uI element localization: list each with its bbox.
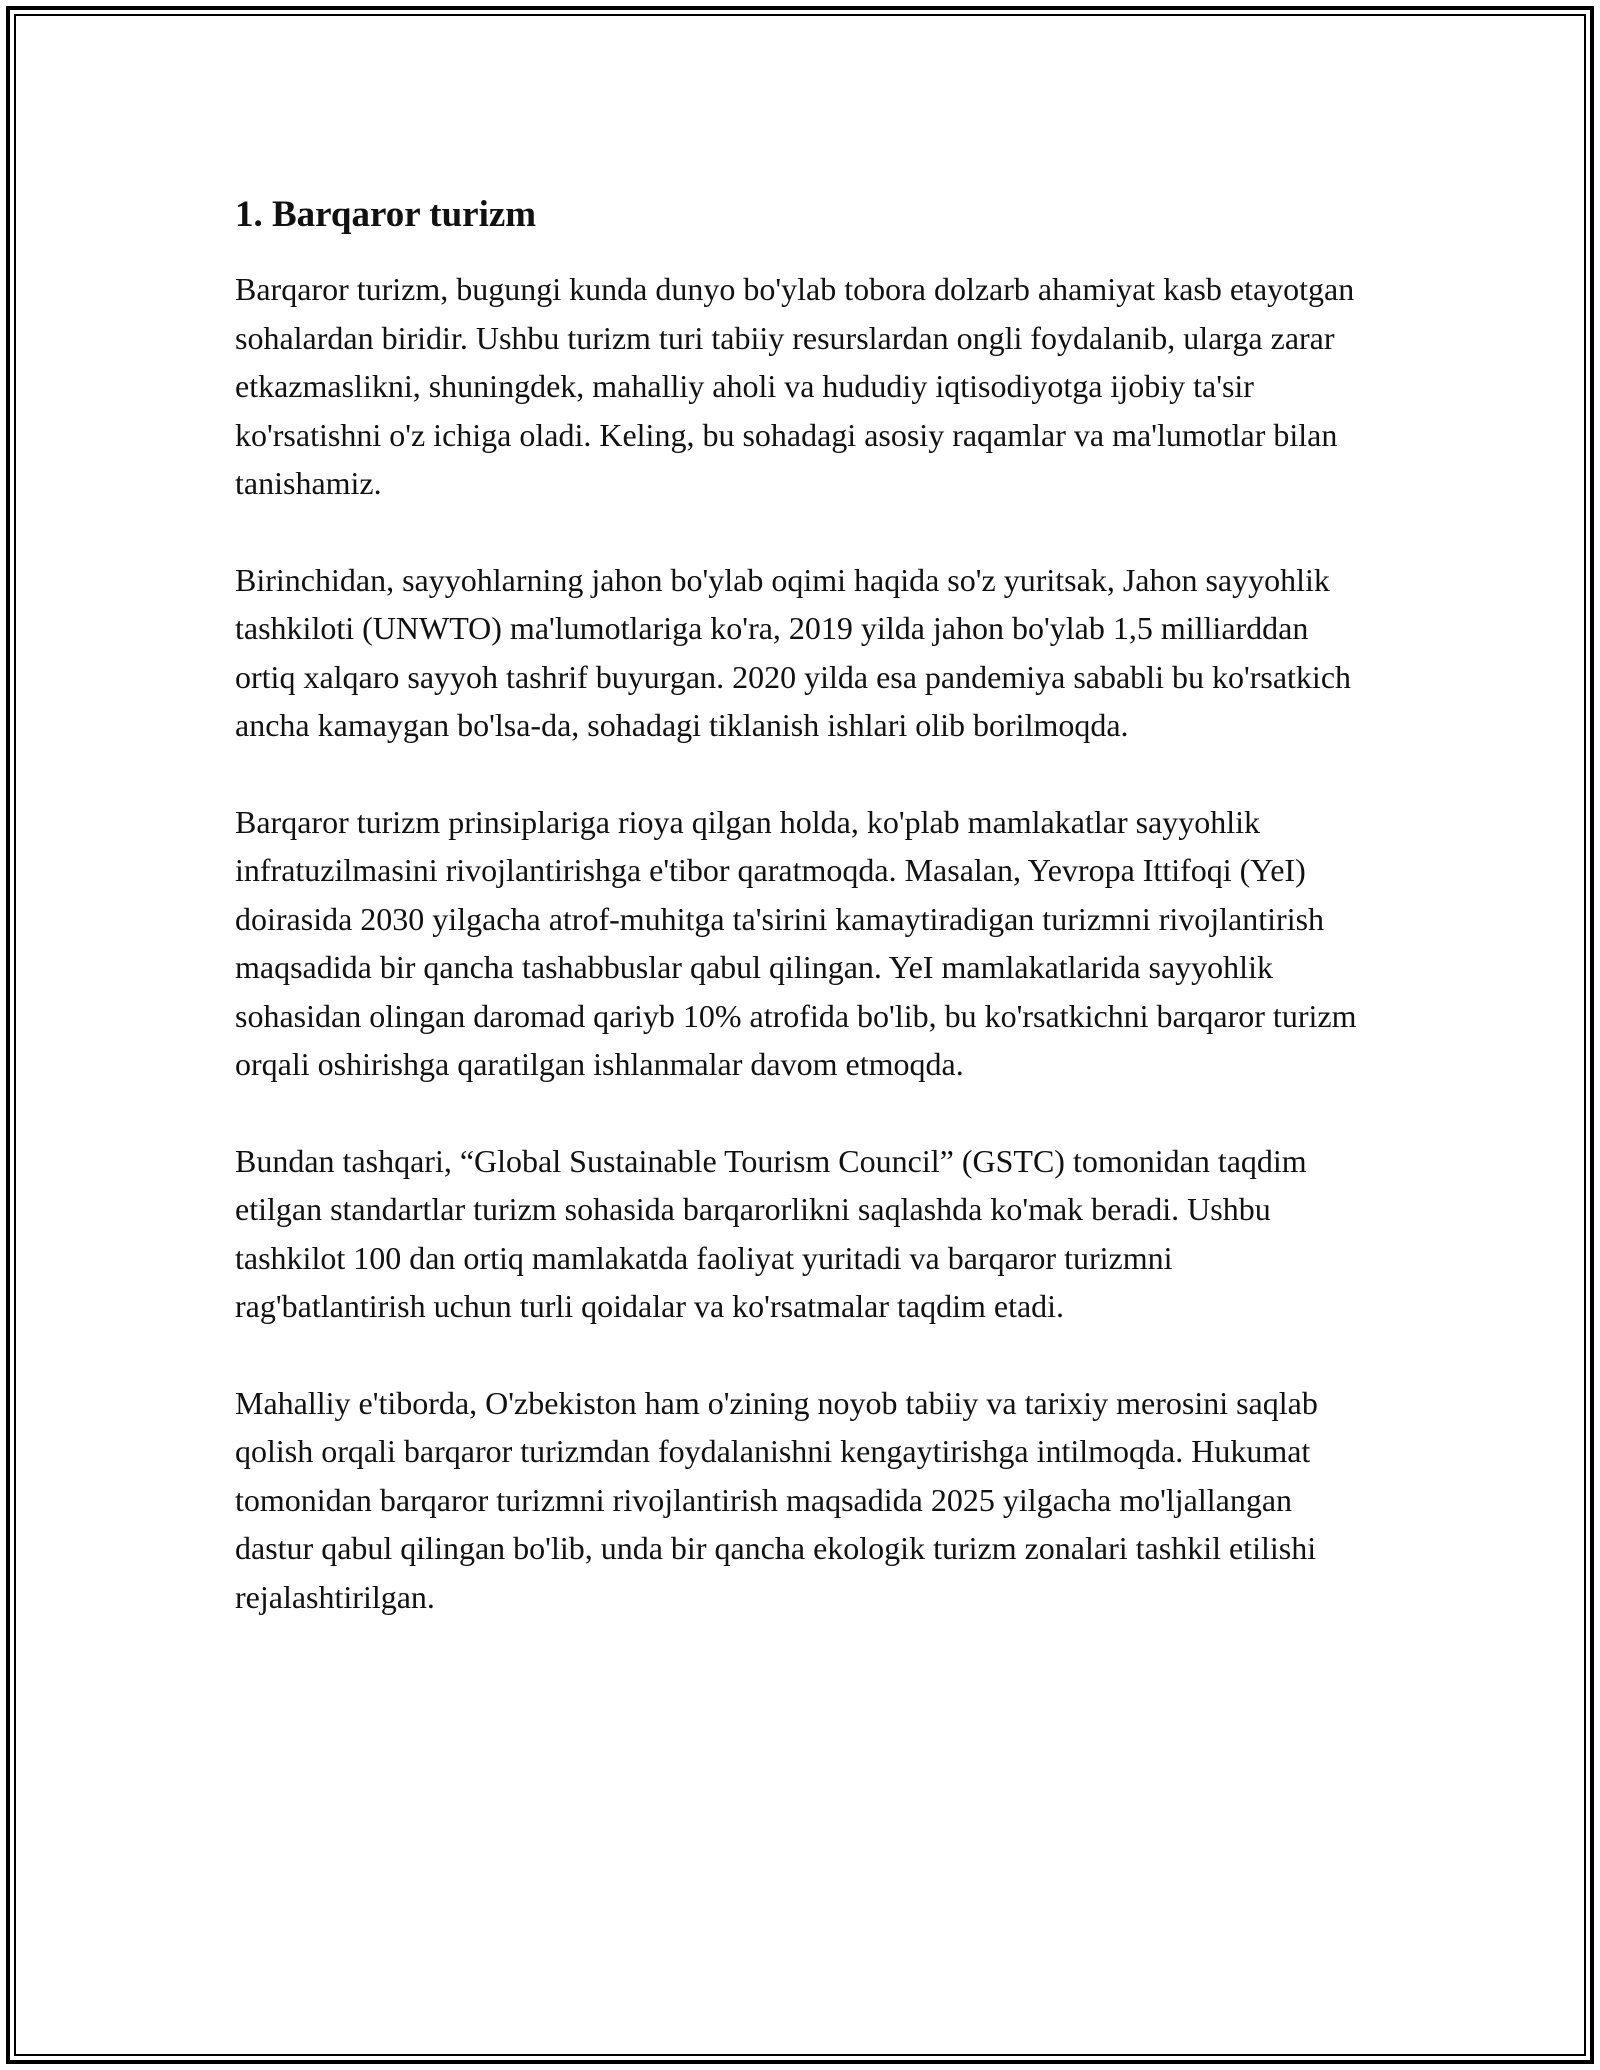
section-heading: 1. Barqaror turizm [235, 194, 537, 235]
paragraph-gstc: Bundan tashqari, “Global Sustainable Tourism Council” (GSTC) tomonidan taqdim etilgan standartlar turizm sohasida barqarorlikni saqlashda ko'mak beradi. Ushbu tashkilot 100 dan ortiq mamlakatda faoliyat yuritadi va barqaror turizmni rag'batlantirish uchun turli qoidalar va ko'rsatmalar taqdim etadi. [235, 1142, 1307, 1324]
document-body [235, 185, 1370, 1669]
paragraph-intro: Barqaror turizm, bugungi kunda dunyo bo'ylab tobora dolzarb ahamiyat kasb etayotgan sohalardan biridir. Ushbu turizm turi tabiiy resurslardan ongli foydalanib, ularga zarar etkazmaslikni, shuningdek, mahalliy aholi va hududiy iqtisodiyotga ijobiy ta'sir ko'rsatishni o'z ichiga oladi. Keling, bu sohadagi asosiy raqamlar va ma'lumotlar bilan tanishamiz. [235, 271, 1355, 501]
paragraph-uzbekistan: Mahalliy e'tiborda, O'zbekiston ham o'zining noyob tabiiy va tarixiy merosini saqlab qolish orqali barqaror turizmdan foydalanishni kengaytirishga intilmoqda. Hukumat tomonidan barqaror turizmni rivojlantirish maqsadida 2025 yilgacha mo'ljallangan dastur qabul qilingan bo'lib, unda bir qancha ekologik turizm zonalari tashkil etilishi rejalashtirilgan. [235, 1384, 1318, 1615]
paragraph-tourist-flow: Birinchidan, sayyohlarning jahon bo'ylab oqimi haqida so'z yuritsak, Jahon sayyohlik tashkiloti (UNWTO) ma'lumotlariga ko'ra, 2019 yilda jahon bo'ylab 1,5 milliarddan ortiq xalqaro sayyoh tashrif buyurgan. 2020 yilda esa pandemiya sababli bu ko'rsatkich ancha kamaygan bo'lsa-da, sohadagi tiklanish ishlari olib borilmoqda. [235, 561, 1352, 743]
paragraph-eu-initiatives: Barqaror turizm prinsiplariga rioya qilgan holda, ko'plab mamlakatlar sayyohlik infratuzilmasini rivojlantirishga e'tibor qaratmoqda. Masalan, Yevropa Ittifoqi (YeI) doirasida 2030 yilgacha atrof-muhitga ta'sirini kamaytiradigan turizmni rivojlantirish maqsadida bir qancha tashabbuslar qabul qilingan. YeI mamlakatlarida sayyohlik sohasidan olingan daromad qariyb 10% atrofida bo'lib, bu ko'rsatkichni barqaror turizm orqali oshirishga qaratilgan ishlanmalar davom etmoqda. [235, 803, 1357, 1082]
